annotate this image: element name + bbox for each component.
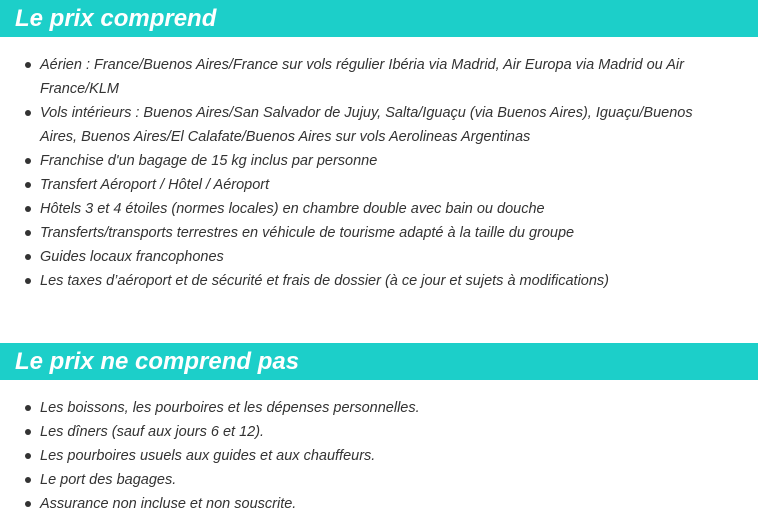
list-item-text: Transferts/transports terrestres en véhicule de tourisme adapté à la taille du groupe <box>40 225 575 241</box>
list-item <box>0 444 758 468</box>
bullet-icon <box>25 230 31 236</box>
list-item <box>0 396 758 420</box>
bullet-icon <box>25 405 31 411</box>
list-item-text: Les taxes d’aéroport et de sécurité et frais de dossier (à ce jour et sujets à modifications) <box>40 273 610 289</box>
bullet-icon <box>25 453 31 459</box>
excluded-list <box>0 396 758 516</box>
excluded-section-header <box>0 343 758 380</box>
included-section-title: Le prix comprend <box>15 5 217 32</box>
bullet-icon <box>25 501 31 507</box>
list-item <box>0 269 758 293</box>
list-item-text: Les pourboires usuels aux guides et aux chauffeurs. <box>40 448 376 464</box>
list-item-text: Transfert Aéroport / Hôtel / Aéroport <box>40 177 270 193</box>
bullet-icon <box>25 254 31 260</box>
included-list <box>0 53 758 293</box>
list-item <box>0 197 758 221</box>
list-item-text: Aérien : France/Buenos Aires/France sur vols régulier Ibéria via Madrid, Air Europa via Madrid ou Air France/KLM <box>40 57 684 97</box>
list-item-text: Franchise d'un bagage de 15 kg inclus par personne <box>40 153 378 169</box>
list-item <box>0 173 758 197</box>
list-item <box>0 468 758 492</box>
list-item-text: Hôtels 3 et 4 étoiles (normes locales) en chambre double avec bain ou douche <box>40 201 545 217</box>
list-item <box>0 101 758 149</box>
bullet-icon <box>25 158 31 164</box>
list-item-text: Assurance non incluse et non souscrite. <box>40 496 297 512</box>
excluded-section-title: Le prix ne comprend pas <box>15 348 300 375</box>
list-item <box>0 53 758 101</box>
list-item <box>0 221 758 245</box>
list-item-text: Vols intérieurs : Buenos Aires/San Salvador de Jujuy, Salta/Iguaçu (via Buenos Aires), Iguaçu/Buenos Aires, Buenos Aires/El Calafate/Buenos Aires sur vols Aerolineas Argentinas <box>40 105 693 145</box>
list-item <box>0 245 758 269</box>
bullet-icon <box>25 62 31 68</box>
list-item-text: Les boissons, les pourboires et les dépenses personnelles. <box>40 400 420 416</box>
list-item-text: Le port des bagages. <box>40 472 177 488</box>
list-item <box>0 420 758 444</box>
included-section-header <box>0 0 758 37</box>
bullet-icon <box>25 477 31 483</box>
list-item-text: Guides locaux francophones <box>40 249 224 265</box>
bullet-icon <box>25 278 31 284</box>
bullet-icon <box>25 110 31 116</box>
bullet-icon <box>25 182 31 188</box>
list-item <box>0 492 758 516</box>
bullet-icon <box>25 206 31 212</box>
bullet-icon <box>25 429 31 435</box>
list-item-text: Les dîners (sauf aux jours 6 et 12). <box>40 424 265 440</box>
list-item <box>0 149 758 173</box>
